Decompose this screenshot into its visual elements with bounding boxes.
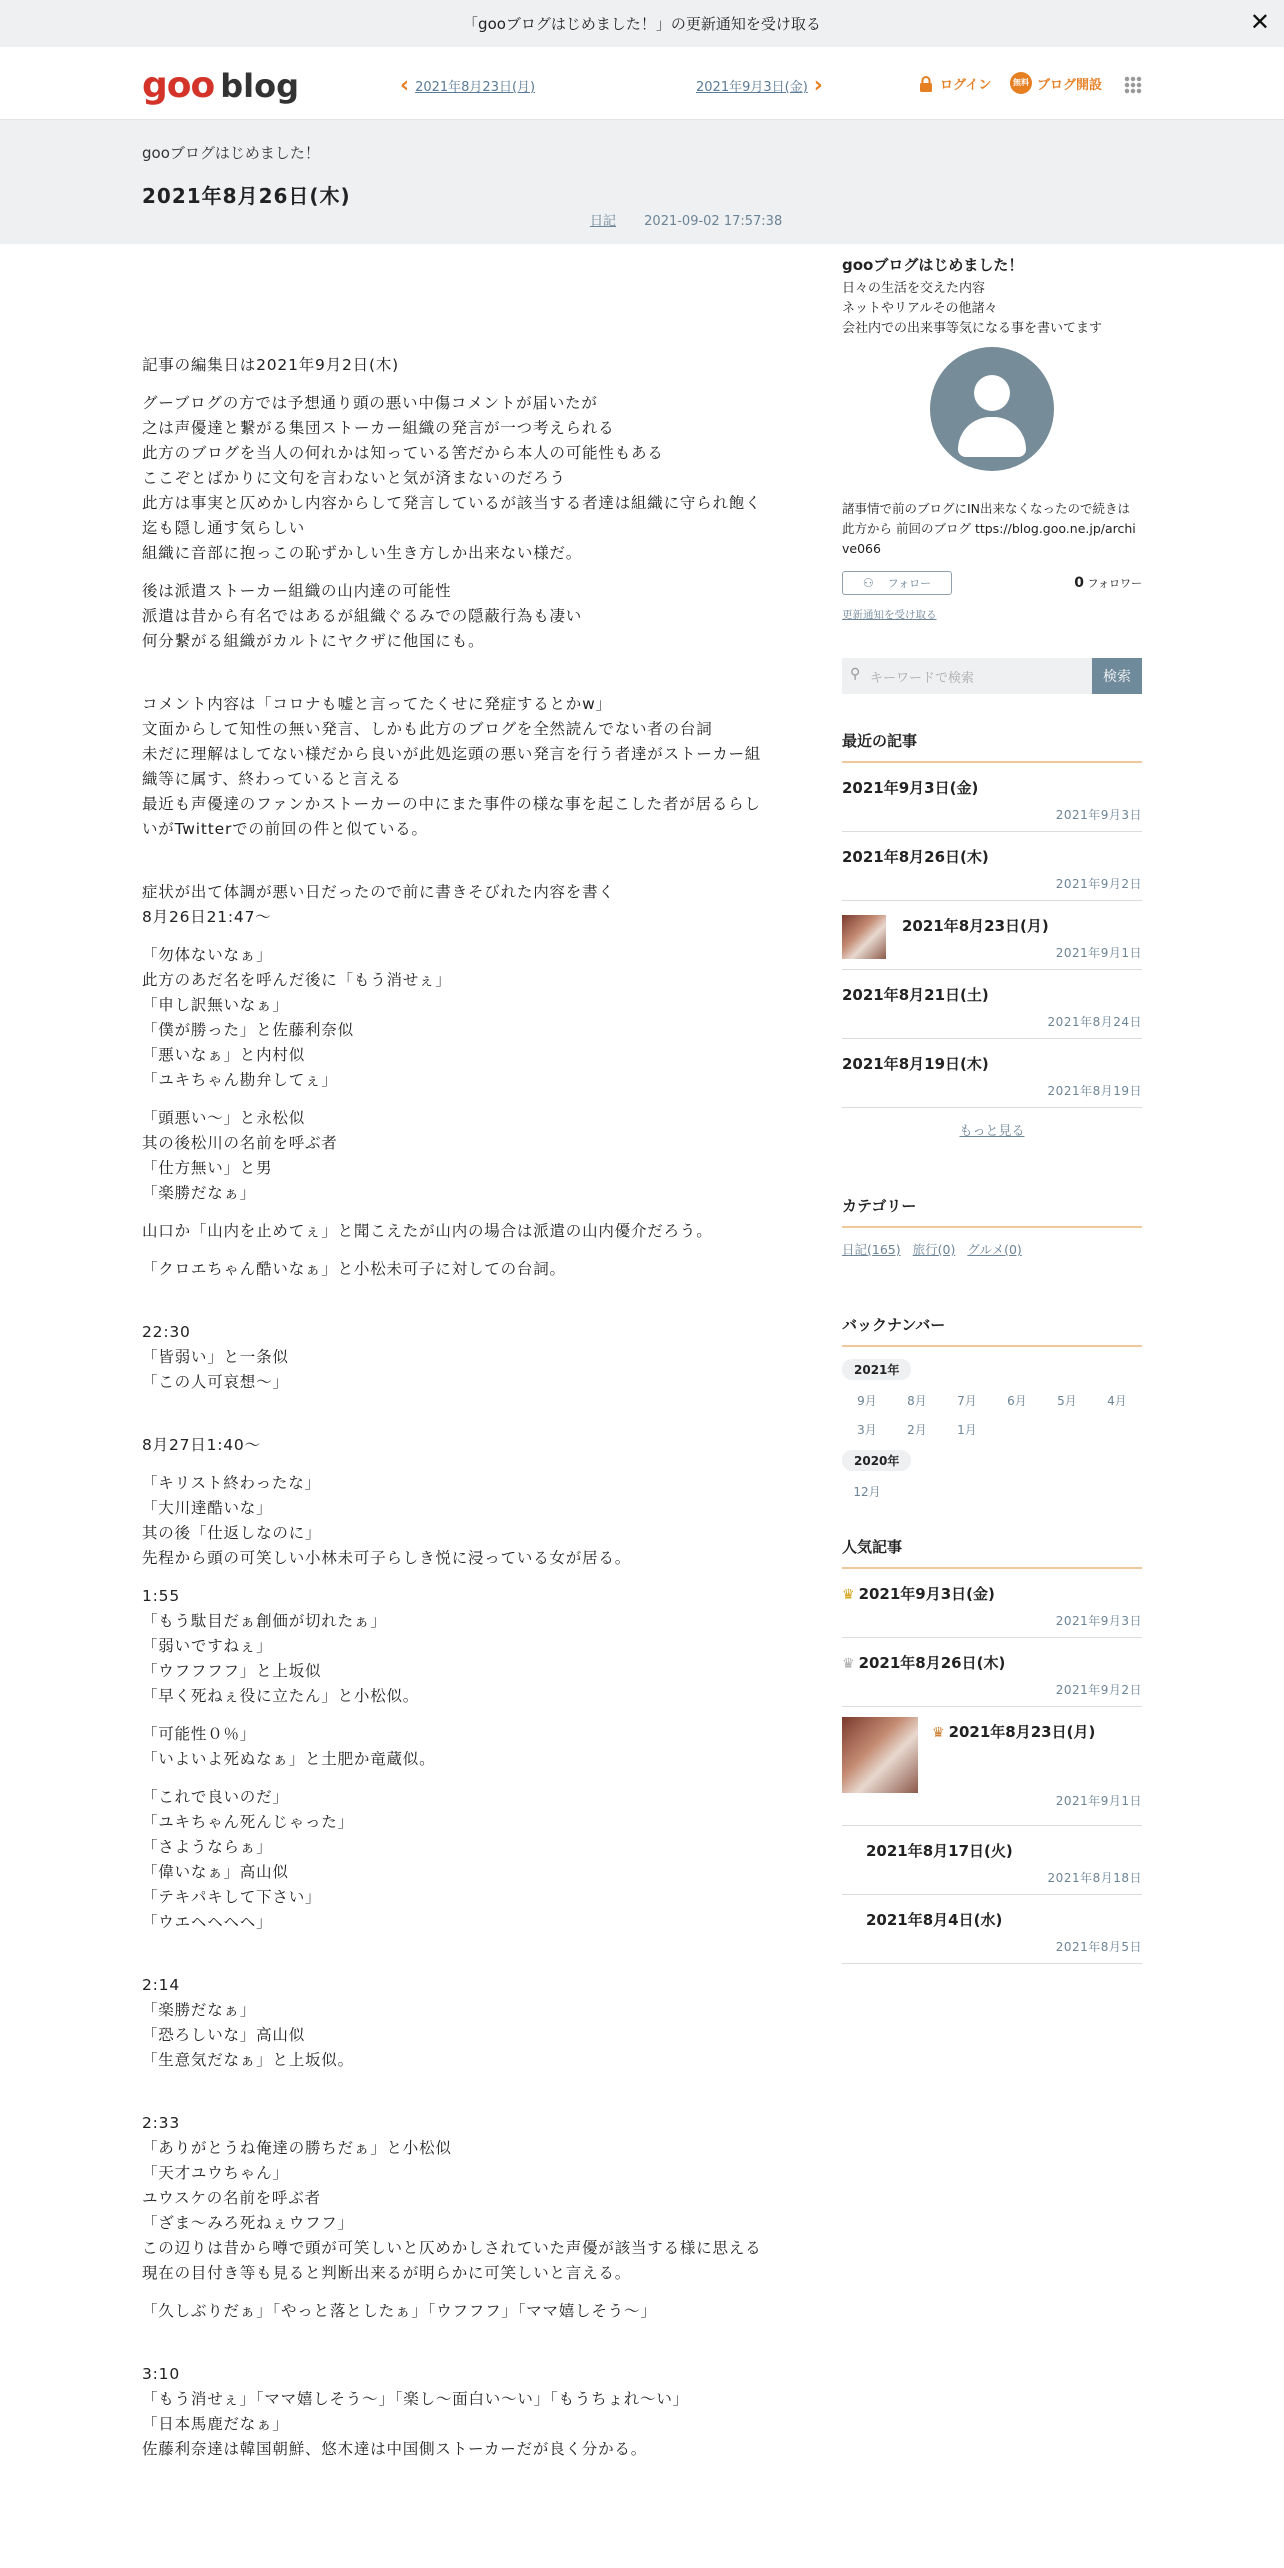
article-body (142, 353, 772, 2475)
open-blog-label: ブログ開設 (1037, 77, 1103, 93)
recent-post-item[interactable] (842, 970, 1142, 1039)
category-link[interactable]: 旅行(0) (912, 1242, 956, 1257)
backnumber-month-link[interactable]: 5月 (1057, 1394, 1077, 1408)
popular-post-title-text: 2021年8月23日(月) (948, 1723, 1096, 1741)
sidebar (842, 254, 1142, 1964)
article-paragraph: 2:33 「ありがとうね俺達の勝ちだぁ」と小松似 「天才ユウちゃん」 ユウスケの名前を呼ぶ者 「ざま～みろ死ねぇウフフ」 この辺りは昔から噂で頭が可笑しいと仄めかしされていた声優が該当する様に思える 現在の目付き等も見ると判断出来るが明らかに可笑しいと言える。 (142, 2114, 762, 2282)
article-paragraph: 記事の編集日は2021年9月2日(木) (142, 356, 399, 374)
avatar-body-shape (958, 417, 1026, 457)
article-paragraph: 「勿体ないなぁ」 此方のあだ名を呼んだ後に「もう消せぇ」 「申し訳無いなぁ」 「僕が勝った」と佐藤利奈似 「悪いなぁ」と内村似 「ユキちゃん勘弁してぇ」 (142, 946, 452, 1089)
prev-post-label: 2021年8月23日(月) (415, 80, 536, 95)
category-link[interactable]: 日記(165) (842, 1242, 901, 1257)
recent-post-title[interactable]: 2021年8月19日(木) (842, 1055, 989, 1073)
backnumber-months (842, 1471, 1142, 1500)
recent-post-date: 2021年8月24日 (1047, 1015, 1142, 1029)
backnumber-month-link[interactable]: 6月 (1007, 1394, 1027, 1408)
popular-post-date: 2021年9月2日 (1055, 1683, 1142, 1697)
user-icon: ⚇ (862, 576, 874, 590)
popular-post-item[interactable] (842, 1895, 1142, 1964)
popular-post-title-text: 2021年8月17日(火) (866, 1842, 1013, 1860)
recent-post-item[interactable] (842, 832, 1142, 901)
site-header (0, 47, 1284, 120)
recent-posts-title: 最近の記事 (842, 730, 1142, 763)
prev-post-link[interactable] (400, 72, 536, 98)
popular-post-date: 2021年9月1日 (1055, 1794, 1142, 1808)
recent-post-title[interactable]: 2021年8月26日(木) (842, 848, 989, 866)
recent-post-title[interactable]: 2021年8月21日(土) (842, 986, 989, 1004)
crown-icon: ♛ (842, 1656, 855, 1672)
popular-posts-list (842, 1569, 1142, 1964)
backnumber-months (842, 1380, 1142, 1438)
backnumber-month-link[interactable]: 3月 (857, 1423, 877, 1437)
article-paragraph: 「クロエちゃん酷いなぁ」と小松未可子に対しての台詞。 (142, 1260, 566, 1278)
update-notice-text[interactable]: 「gooブログはじめました！」の更新通知を受け取る (463, 15, 821, 33)
popular-post-title[interactable] (842, 1652, 1142, 1673)
entry-title: 2021年8月26日(木) (142, 184, 351, 208)
popular-post-title-text: 2021年8月26日(木) (858, 1654, 1006, 1672)
recent-post-date: 2021年9月1日 (1055, 946, 1142, 960)
search-box (842, 658, 1142, 694)
recent-post-item[interactable] (842, 763, 1142, 832)
backnumber-month-link[interactable]: 4月 (1107, 1394, 1127, 1408)
entry-category-link[interactable]: 日記 (590, 214, 617, 229)
chevron-left-icon: ‹ (400, 72, 410, 98)
backnumber-month-link[interactable]: 7月 (957, 1394, 977, 1408)
profile-name[interactable]: gooブログはじめました！ (842, 256, 1024, 274)
article-paragraph: 8月27日1:40～ (142, 1436, 261, 1454)
chevron-right-icon: › (813, 72, 823, 98)
popular-posts-title: 人気記事 (842, 1536, 1142, 1569)
backnumber-month-link[interactable]: 8月 (907, 1394, 927, 1408)
search-placeholder: キーワードで検索 (870, 670, 975, 686)
next-post-link[interactable] (696, 72, 823, 98)
recent-post-date: 2021年8月19日 (1047, 1084, 1142, 1098)
article-paragraph: 「可能性０％」 「いよいよ死ぬなぁ」と土肥か竜蔵似。 (142, 1725, 436, 1768)
popular-post-date: 2021年8月18日 (1047, 1871, 1142, 1885)
search-button[interactable]: 検索 (1092, 658, 1142, 694)
article-paragraph: 「頭悪い～」と永松似 其の後松川の名前を呼ぶ者 「仕方無い」と男 「楽勝だなぁ」 (142, 1109, 338, 1202)
backnumber-title: バックナンバー (842, 1314, 1142, 1347)
article-paragraph: 「これで良いのだ」 「ユキちゃん死んじゃった」 「さようならぁ」 「偉いなぁ」高山似 「テキパキして下さい」 「ウエヘヘヘヘ」 (142, 1788, 354, 1931)
crown-icon: ♛ (932, 1725, 945, 1741)
free-badge-icon: 無料 (1010, 72, 1032, 94)
logo-blog: blog (220, 67, 299, 105)
open-blog-button[interactable] (1010, 72, 1102, 94)
post-thumbnail[interactable] (842, 915, 886, 959)
categories-title: カテゴリー (842, 1195, 1142, 1228)
follow-row (842, 571, 1142, 595)
search-icon: ⚲ (850, 666, 861, 682)
article-paragraph: 「久しぶりだぁ」「やっと落としたぁ」「ウフフフ」「ママ嬉しそう～」 (142, 2302, 657, 2320)
crown-icon: ♛ (842, 1587, 855, 1603)
popular-post-title[interactable] (932, 1721, 1142, 1742)
avatar[interactable] (930, 347, 1054, 471)
entry-header (0, 120, 1284, 244)
login-label: ログイン (940, 78, 992, 93)
search-input[interactable] (842, 658, 1092, 694)
update-notice-bar[interactable] (0, 0, 1284, 47)
recent-post-title[interactable]: 2021年9月3日(金) (842, 779, 979, 797)
popular-post-title-text: 2021年9月3日(金) (858, 1585, 995, 1603)
popular-post-title-text: 2021年8月4日(水) (866, 1911, 1003, 1929)
article-paragraph: グーブログの方では予想通り頭の悪い中傷コメントが届いたが 之は声優達と繋がる集団ストーカー組織の発言が一つ考えられる 此方のブログを当人の何れかは知っている筈だから本人の可能性もある ここぞとばかりに文句を言わないと気が済まないのだろう 此方は事実と仄めかし内容からして発言しているが該当する者達は組織に守られ飽く迄も隠し通す気らしい 組織に音部に抱っこの恥ずかしい生き方しか出来ない様だ。 (142, 394, 762, 562)
article-paragraph: 山口か「山内を止めてぇ」と聞こえたが山内の場合は派遣の山内優介だろう。 (142, 1222, 713, 1240)
popular-post-item[interactable] (842, 1826, 1142, 1895)
apps-grid-icon[interactable] (1124, 76, 1142, 94)
notify-link[interactable]: 更新通知を受け取る (842, 609, 937, 621)
article-paragraph: 症状が出て体調が悪い日だったので前に書きそびれた内容を書く 8月26日21:47～ (142, 883, 615, 926)
follower-count (1074, 575, 1142, 591)
follower-count-value: 0 (1074, 575, 1085, 591)
article-paragraph: 22:30 「皆弱い」と一条似 「この人可哀想～」 (142, 1323, 289, 1391)
follower-count-label: フォロワー (1087, 577, 1142, 590)
profile-description: 日々の生活を交えた内容 ネットやリアルその他諸々 会社内での出来事等気になる事を書いてます (842, 281, 1103, 336)
next-post-label: 2021年9月3日(金) (696, 80, 808, 95)
popular-post-item[interactable] (842, 1638, 1142, 1707)
backnumber-list (842, 1347, 1142, 1500)
article-paragraph: 2:14 「楽勝だなぁ」 「恐ろしいな」高山似 「生意気だなぁ」と上坂似。 (142, 1976, 354, 2069)
article-paragraph: コメント内容は「コロナも嘘と言ってたくせに発症するとかw」 文面からして知性の無い発言、しかも此方のブログを全然読んでない者の台詞 未だに理解はしてない様だから良いが此処迄頭の悪い発言を行う者達がストーカー組織等に属す、終わっていると言える 最近も声優達のファンかストーカーの中にまた事件の様な事を起こした者が居るらしいがTwitterでの前回の件と似ている。 (142, 695, 762, 838)
article-paragraph: 1:55 「もう駄目だぁ創価が切れたぁ」 「弱いですねぇ」 「ウフフフフ」と上坂似 「早く死ねぇ役に立たん」と小松似。 (142, 1587, 420, 1705)
popular-post-title[interactable] (842, 1840, 1142, 1861)
category-link[interactable]: グルメ(0) (967, 1242, 1022, 1257)
article-paragraph: 「キリスト終わったな」 「大川達酷いな」 其の後「仕返しなのに」 先程から頭の可笑しい小林未可子らしき悦に浸っている女が居る。 (142, 1474, 632, 1567)
article-paragraph: 3:10 「もう消せぇ」「ママ嬉しそう～」「楽し～面白い～い」「もうちょれ～い」 「日本馬鹿だなぁ」 佐藤利奈達は韓国朝鮮、悠木達は中国側ストーカーだが良く分かる。 (142, 2365, 689, 2458)
logo-goo: goo (142, 65, 215, 106)
popular-post-date: 2021年8月5日 (1055, 1940, 1142, 1954)
entry-meta (590, 210, 782, 229)
follow-label: フォロー (887, 577, 932, 590)
popular-post-date: 2021年9月3日 (1055, 1614, 1142, 1628)
popular-post-item[interactable] (842, 1569, 1142, 1638)
recent-post-title[interactable]: 2021年8月23日(月) (902, 917, 1049, 935)
categories-list (842, 1240, 1142, 1258)
lock-icon (917, 75, 935, 93)
backnumber-month-link[interactable]: 2月 (907, 1423, 927, 1437)
recent-post-date: 2021年9月2日 (1055, 877, 1142, 891)
popular-post-title[interactable] (842, 1583, 1142, 1604)
recent-post-item[interactable] (842, 901, 1142, 970)
backnumber-month-link[interactable]: 1月 (957, 1423, 977, 1437)
article-paragraph: 後は派遣ストーカー組織の山内達の可能性 派遣は昔から有名ではあるが組織ぐるみでの隠蔽行為も凄い 何分繋がる組織がカルトにヤクザに他国にも。 (142, 582, 583, 650)
backnumber-month-link[interactable]: 9月 (857, 1394, 877, 1408)
close-icon[interactable]: ✕ (1249, 8, 1270, 36)
recent-posts-list (842, 763, 1142, 1108)
login-button[interactable] (917, 74, 991, 93)
more-link[interactable]: もっと見る (959, 1124, 1025, 1139)
backnumber-month-link[interactable]: 12月 (853, 1485, 881, 1499)
recent-post-date: 2021年9月3日 (1055, 808, 1142, 822)
popular-post-item[interactable] (842, 1707, 1142, 1826)
profile-note: 諸事情で前のブログにIN出来なくなったので続きは此方から 前回のブログ ttps://blog.goo.ne.jp/archive066 (842, 501, 1136, 556)
popular-post-title[interactable] (842, 1909, 1142, 1930)
backnumber-year[interactable]: 2021年 (842, 1359, 911, 1380)
entry-datetime: 2021-09-02 17:57:38 (644, 214, 783, 229)
blog-name[interactable]: gooブログはじめました！ (142, 144, 320, 162)
goo-blog-logo[interactable] (142, 65, 299, 106)
post-thumbnail[interactable] (842, 1717, 918, 1793)
backnumber-year[interactable]: 2020年 (842, 1450, 911, 1471)
avatar-head-shape (974, 375, 1010, 411)
follow-button[interactable] (842, 571, 952, 595)
recent-post-item[interactable] (842, 1039, 1142, 1108)
